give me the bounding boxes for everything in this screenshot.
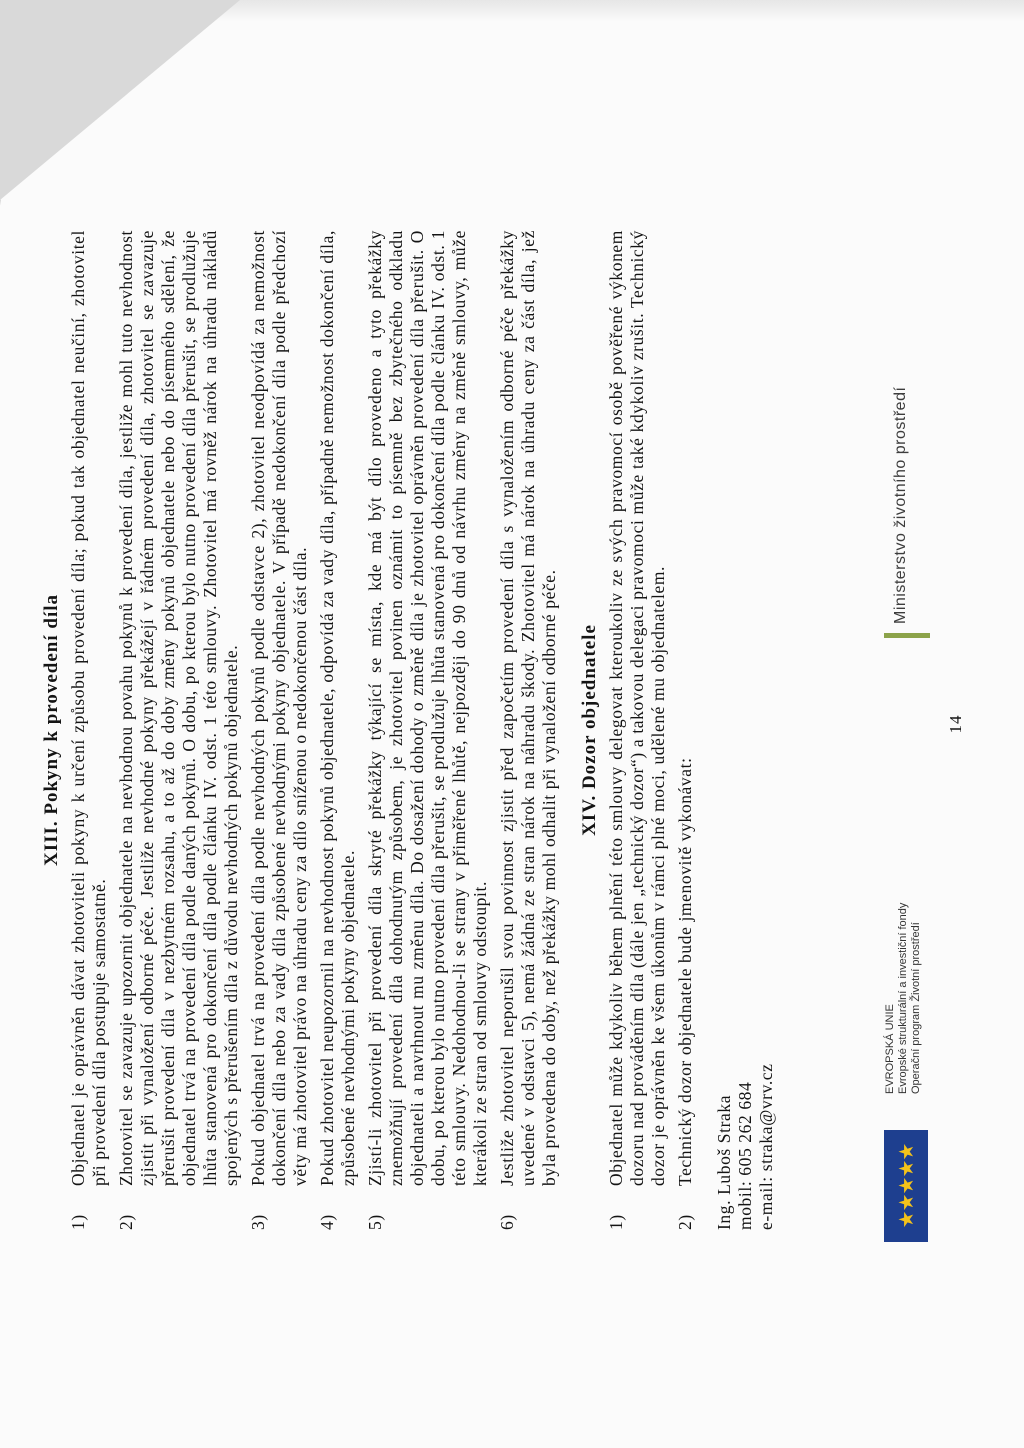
list-item: [497, 230, 560, 1230]
contact-mobile: mobil: 605 262 684: [735, 1081, 755, 1230]
item-number: 2): [675, 1214, 695, 1230]
ministry-name: Ministerstvo životního prostředí: [892, 386, 909, 624]
list-item: [365, 230, 491, 1230]
eu-line-2: Evropské strukturální a investiční fondy: [897, 902, 909, 1094]
item-number: 5): [365, 1214, 385, 1230]
item-number: 3): [248, 1214, 268, 1230]
list-item: [68, 230, 110, 1230]
section-14-list: [606, 230, 696, 1230]
item-number: 4): [317, 1214, 337, 1230]
folded-corner: [0, 0, 240, 200]
technical-supervisor-contact: [714, 230, 777, 1230]
eu-line-1: EVROPSKÁ UNIE: [884, 1004, 896, 1094]
page-number: 14: [946, 714, 965, 734]
document-body: [0, 230, 880, 1230]
item-text: Objednatel může kdykoliv během plnění této smlouvy delegovat kteroukoliv ze svých pravomocí osobě pověřené výkonem dozoru nad prováděním díla (dále jen „technický dozor“) a takovou delegaci pravomoci může také kdykoliv zrušit. Technický dozor je oprávněn ke všem úkonům v rámci plné moci, udělené mu objednatelem.: [606, 230, 668, 1186]
section-14-title: XIV. Dozor objednatele: [579, 624, 600, 836]
item-text: Objednatel je oprávněn dávat zhotoviteli pokyny k určení způsobu provedení díla; pokud tak objednatel neučiní, zhotovitel při provedení díla postupuje samostatně.: [68, 230, 109, 1186]
section-13-title: XIII. Pokyny k provedení díla: [41, 593, 62, 867]
list-item: [606, 230, 669, 1230]
list-item: [248, 230, 311, 1230]
eu-funds-caption: [884, 903, 923, 1094]
section-13-list: [68, 230, 560, 1230]
item-text: Pokud zhotovitel neupozornil na nevhodnost pokynů objednatele, odpovídá za vady díla, případně nemožnost dokončení díla, způsobené nevhodnými pokyny objednatele.: [317, 230, 358, 1186]
eu-line-3: Operační program Životní prostředí: [910, 922, 922, 1094]
item-text: Technický dozor objednatele bude jmenovitě vykonávat:: [675, 757, 695, 1186]
contact-email: e-mail: straka@vrv.cz: [756, 1063, 776, 1230]
list-item: [675, 230, 696, 1230]
item-text: Jestliže zhotovitel neporušil svou povinnost zjistit před započetím provedení díla s vynaložením odborné péče překážky uvedené v odstavci 5), nemá žádná ze stran nárok na náhradu škody. Zhotovitel má nárok na úhradu ceny za část díla, jež byla provedena do doby, než překážky mohl odhalit při vynaložení odborné péče.: [497, 230, 559, 1186]
eu-flag-icon: ★★★★★: [884, 1130, 928, 1242]
list-item: [317, 230, 359, 1230]
item-number: 1): [68, 1214, 88, 1230]
document-header: [884, 142, 944, 1242]
item-number: 1): [606, 1214, 626, 1230]
item-text: Zhotovitel se zavazuje upozornit objednatele na nevhodnou povahu pokynů k provedení díla, jestliže mohl tuto nevhodnost zjistit při vynaložení odborné péče. Jestliže nevhodné pokyny překážejí v řádném provedení díla, zhotovitel se zavazuje přerušit provedení díla v nezbytném rozsahu, a to až do doby změny pokynů objednatele nebo do písemného sdělení, že objednatel trvá na provedení díla podle daných pokynů. O dobu, po kterou bylo nutno provedení díla přerušit, se prodlužuje lhůta stanovená pro dokončení díla podle článku IV. odst. 1 této smlouvy. Zhotovitel má rovněž nárok na úhradu nákladů spojených s přerušením díla z důvodu nevhodných pokynů objednatele.: [116, 230, 241, 1186]
item-number: 2): [116, 1214, 136, 1230]
contact-name: Ing. Luboš Straka: [714, 1094, 734, 1230]
item-number: 6): [497, 1214, 517, 1230]
list-item: [116, 230, 242, 1230]
ministry-logo-bar: [884, 633, 930, 638]
item-text: Zjistí-li zhotovitel při provedení díla skryté překážky týkající se místa, kde má být dílo provedeno a tyto překážky znemožňují provedení díla dohodnutým způsobem, je zhotovitel povinen oznámit to písemně bez zbytečného odkladu objednateli a navrhnout mu změnu díla. Do dosažení dohody o změně díla je zhotovitel oprávněn provedení díla přerušit. O dobu, po kterou bylo nutno provedení díla přerušit, se prodlužuje lhůta stanovená pro dokončení díla podle článku IV. odst. 1 této smlouvy. Nedohodnou-li se strany v přiměřené lhůtě, nejpozději do 90 dnů od návrhu změny na změně smlouvy, může kterákoli ze stran od smlouvy odstoupit.: [365, 230, 490, 1186]
item-text: Pokud objednatel trvá na provedení díla podle nevhodných pokynů podle odstavce 2), zhotovitel neodpovídá za nemožnost dokončení díla nebo za vady díla způsobené nevhodnými pokyny objednatele. V případě nedokončení díla podle předchozí věty má zhotovitel právo na úhradu ceny za dílo sníženou o nedokončenou část díla.: [248, 230, 310, 1186]
